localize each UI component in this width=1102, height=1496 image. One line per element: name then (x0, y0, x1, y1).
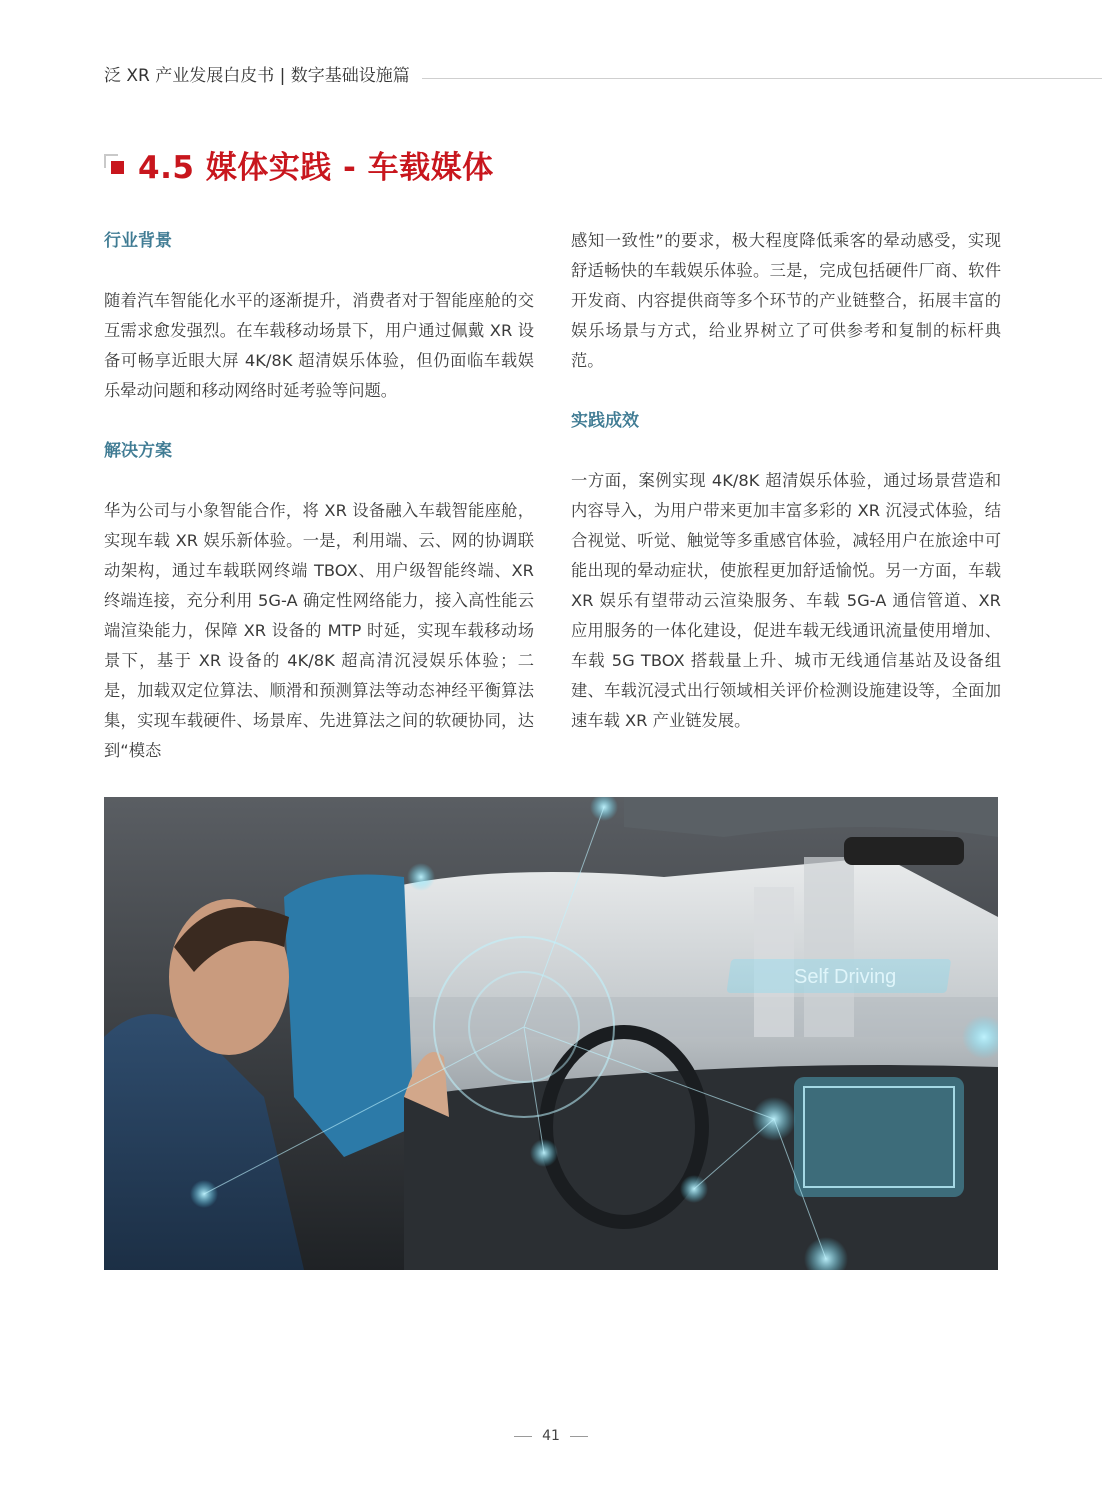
section-heading (104, 142, 494, 187)
self-driving-hud-label (726, 959, 951, 993)
header-rule (422, 78, 1102, 79)
section-title: 4.5 媒体实践 - 车载媒体 (138, 150, 494, 186)
header-title: 泛 XR 产业发展白皮书 | 数字基础设施篇 (104, 65, 410, 86)
page-number: 41 (542, 1428, 560, 1444)
footer-dash-left (514, 1436, 532, 1437)
paragraph-industry-background: 随着汽车智能化水平的逐渐提升，消费者对于智能座舱的交互需求愈发强烈。在车载移动场景下，用户通过佩戴 XR 设备可畅享近眼大屏 4K/8K 超清娱乐体验，但仍面临车载娱乐晕动问题和移动网络时延考验等问题。 (104, 291, 534, 400)
self-driving-hud-text: Self Driving (794, 966, 897, 988)
square-bullet-icon (104, 154, 126, 176)
paragraph-solution: 华为公司与小象智能合作，将 XR 设备融入车载智能座舱，实现车载 XR 娱乐新体验。一是，利用端、云、网的协调联动架构，通过车载联网终端 TBOX、用户级智能终端、XR 终端连接，充分利用 5G-A 确定性网络能力，接入高性能云端渲染能力，保障 XR 设备的 MTP 时延，实现车载移动场景下，基于 XR 设备的 4K/8K 超高清沉浸娱乐体验；二是，加载双定位算法、顺滑和预测算法等动态神经平衡算法集，实现车载硬件、场景库、先进算法之间的软硬协同，达到“模态 (104, 501, 534, 760)
paragraph-solution-continued: 感知一致性”的要求，极大程度降低乘客的晕动感受，实现舒适畅快的车载娱乐体验。三是，完成包括硬件厂商、软件开发商、内容提供商等多个环节的产业链整合，拓展丰富的娱乐场景与方式，给业界树立了可供参考和复制的标杆典范。 (571, 231, 1001, 370)
left-column (104, 226, 534, 766)
paragraph-results: 一方面，案例实现 4K/8K 超清娱乐体验，通过场景营造和内容导入，为用户带来更加丰富多彩的 XR 沉浸式体验，结合视觉、听觉、触觉等多重感官体验，减轻用户在旅途中可能出现的晕动症状，使旅程更加舒适愉悦。另一方面，车载 XR 娱乐有望带动云渲染服务、车载 5G-A 通信管道、XR 应用服务的一体化建设，促进车载无线通讯流量使用增加、车载 5G TBOX 搭载量上升、城市无线通信基站及设备组建、车载沉浸式出行领域相关评价检测设施建设等，全面加速车载 XR 产业链发展。 (571, 471, 1001, 730)
heading-solution: 解决方案 (104, 441, 172, 461)
in-car-xr-photo (104, 797, 998, 1270)
page-footer (0, 1428, 1102, 1444)
heading-industry-background: 行业背景 (104, 231, 172, 251)
page-header (104, 58, 1102, 88)
footer-dash-right (570, 1436, 588, 1437)
heading-results: 实践成效 (571, 411, 639, 431)
right-column (571, 226, 1001, 736)
